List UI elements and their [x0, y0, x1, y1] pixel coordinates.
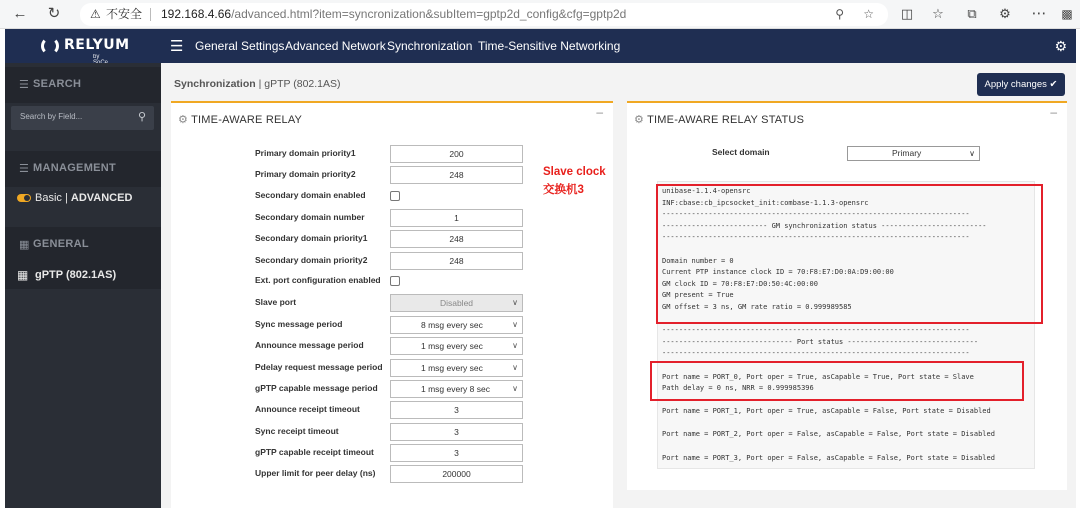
field-label: Sync message period: [255, 318, 343, 329]
nav-synchronization[interactable]: Synchronization: [387, 39, 473, 53]
gear-icon: ⚙: [178, 114, 189, 126]
field-label: Slave port: [255, 297, 297, 308]
logo-ring-icon: [41, 37, 59, 55]
console-line: Port name = PORT_0, Port oper = True, asCapable = True, Port state = Slave: [662, 372, 974, 381]
field-select[interactable]: [390, 380, 523, 398]
sidebar-general-header: [5, 227, 161, 263]
mode-toggle[interactable]: [5, 191, 161, 213]
highlight-box-port0: [650, 361, 1024, 401]
chevron-down-icon: ∨: [512, 362, 518, 372]
console-line: Port name = PORT_3, Port oper = False, asCapable = False, Port state = Disabled: [662, 453, 995, 462]
zoom-icon[interactable]: ⚲: [835, 7, 844, 21]
console-line: Current PTP instance clock ID = 70:F8:E7:D0:0A:D9:00:00: [662, 268, 894, 277]
field-input[interactable]: 200: [390, 145, 523, 163]
form-row: [171, 444, 611, 465]
field-checkbox[interactable]: [390, 191, 400, 201]
form-row: [171, 337, 611, 358]
apply-changes-button[interactable]: [977, 73, 1065, 96]
form-row: [171, 401, 611, 422]
url-text: [161, 3, 626, 26]
mode-basic-label[interactable]: Basic: [35, 192, 62, 204]
field-label: gPTP capable message period: [255, 382, 378, 393]
chevron-down-icon: ∨: [512, 341, 518, 351]
url-host: 192.168.4.66: [161, 7, 232, 21]
logo-subtext: by: [93, 54, 100, 60]
console-line: [662, 418, 1034, 430]
sidebar-item-gptp[interactable]: [5, 263, 161, 289]
grid-icon: ▦: [19, 239, 30, 251]
favorite-star-icon[interactable]: ☆: [863, 7, 874, 21]
search-input[interactable]: [11, 106, 154, 130]
form-row: [171, 209, 611, 230]
field-select[interactable]: [390, 316, 523, 334]
chevron-down-icon: ∨: [969, 149, 975, 158]
field-input[interactable]: 248: [390, 252, 523, 270]
chevron-down-icon: ∨: [512, 319, 518, 329]
console-line: Path delay = 0 ns, NRR = 0.999985396: [662, 384, 814, 393]
field-select-value: 8 msg every sec: [421, 319, 483, 330]
console-line: GM present = True: [662, 291, 734, 300]
field-select[interactable]: [390, 337, 523, 355]
check-circle-icon: ✔: [1049, 79, 1058, 90]
mode-advanced-label[interactable]: ADVANCED: [70, 192, 133, 204]
field-label: Announce receipt timeout: [255, 404, 360, 415]
hamburger-menu-icon[interactable]: ☰: [170, 38, 184, 55]
console-line: unibase-1.1.4-opensrc: [662, 187, 751, 195]
console-line: GM offset = 3 ns, GM rate ratio = 0.999989585: [662, 302, 852, 311]
field-input[interactable]: 3: [390, 444, 523, 462]
nav-advanced-network[interactable]: Advanced Network: [285, 39, 386, 53]
minimize-icon[interactable]: –: [1050, 105, 1057, 119]
sidebar-search-header: [5, 67, 161, 103]
breadcrumb: [174, 78, 341, 90]
field-label: Primary domain priority2: [255, 169, 356, 180]
logo-text: RELYUM: [64, 37, 130, 53]
field-checkbox[interactable]: [390, 276, 400, 286]
collections-icon[interactable]: ⧉: [967, 6, 977, 21]
console-line: ------------------------- GM synchronization status -------------------------: [662, 221, 987, 230]
nav-general-settings[interactable]: General Settings: [195, 39, 285, 53]
management-title: MANAGEMENT: [33, 162, 117, 174]
field-input[interactable]: 3: [390, 423, 523, 441]
back-arrow-icon[interactable]: ←: [12, 5, 28, 22]
console-line: -------------------------------------------------------------------------: [662, 349, 970, 358]
chevron-down-icon: ∨: [512, 298, 518, 308]
favorites-list-icon[interactable]: ☆: [932, 6, 944, 21]
reload-icon[interactable]: ↻: [47, 5, 61, 22]
panel-title: [634, 113, 804, 126]
field-label: Secondary domain priority1: [255, 233, 368, 244]
split-screen-icon[interactable]: ◫: [900, 6, 914, 21]
field-select[interactable]: [390, 359, 523, 377]
field-label: Secondary domain number: [255, 212, 365, 223]
relay-title-text: TIME-AWARE RELAY: [191, 114, 303, 126]
field-input[interactable]: 1: [390, 209, 523, 227]
console-line: [662, 441, 1034, 453]
field-input[interactable]: 3: [390, 401, 523, 419]
field-select-value: Disabled: [439, 298, 474, 309]
console-line: -------------------------------------------------------------------------: [662, 210, 970, 219]
warning-triangle-icon: ⚠: [90, 7, 101, 21]
field-label: Secondary domain enabled: [255, 189, 366, 200]
form-row: [171, 316, 611, 337]
field-input[interactable]: 200000: [390, 465, 523, 483]
app-topbar: [5, 29, 1076, 63]
field-select-value: 1 msg every 8 sec: [421, 383, 490, 394]
field-label: Ext. port configuration enabled: [255, 275, 381, 286]
search-title: SEARCH: [33, 78, 82, 90]
breadcrumb-page: gPTP (802.1AS): [264, 78, 341, 90]
gear-icon: ⚙: [634, 114, 645, 126]
insecure-label: 不安全: [106, 7, 143, 21]
breadcrumb-section[interactable]: Synchronization: [174, 78, 256, 90]
form-row: [171, 230, 611, 251]
url-path: /advanced.html?item=syncronization&subItem=gptp2d_config&cfg=gptp2d: [231, 7, 627, 21]
form-row: [171, 273, 611, 294]
general-title: GENERAL: [33, 238, 89, 250]
panel-title: [178, 113, 302, 126]
field-label: Sync receipt timeout: [255, 425, 339, 436]
form-row: [171, 465, 611, 486]
annotation-text: [543, 163, 606, 199]
annotation-line1: Slave clock: [543, 166, 606, 178]
search-placeholder: Search by Field...: [20, 112, 83, 121]
form-row: [171, 294, 611, 315]
field-select-value: 1 msg every sec: [421, 341, 483, 352]
field-label: Secondary domain priority2: [255, 254, 368, 265]
console-line: Domain number = 0: [662, 256, 734, 265]
form-row: [171, 380, 611, 401]
field-input[interactable]: 248: [390, 230, 523, 248]
toggle-switch-icon[interactable]: [17, 194, 31, 202]
settings-gear-icon[interactable]: ⚙: [1054, 38, 1067, 54]
console-line: -------------------------------------------------------------------------: [662, 233, 970, 242]
sidebar-item-label: gPTP (802.1AS): [35, 269, 117, 281]
console-line: INF:cbase:cb_ipcsocket_init:combase-1.1.3-opensrc: [662, 198, 869, 207]
select-domain-label: Select domain: [712, 147, 770, 157]
annotation-line2: 交换机3: [543, 184, 584, 196]
sliders-icon: ☰: [19, 79, 30, 91]
sidebar-management-header: [5, 151, 161, 187]
select-domain-dropdown[interactable]: [847, 146, 980, 161]
field-label: gPTP capable receipt timeout: [255, 446, 374, 457]
console-line: GM clock ID = 70:F8:E7:D0:50:4C:00:00: [662, 279, 818, 288]
address-divider: [150, 8, 151, 21]
form-row: [171, 252, 611, 273]
extension-icon[interactable]: ⚙: [999, 6, 1011, 21]
search-icon[interactable]: ⚲: [137, 111, 146, 123]
console-line: ------------------------------- Port status -------------------------------: [662, 337, 979, 346]
field-select: [390, 294, 523, 312]
form-row: [171, 423, 611, 444]
form-row: [171, 359, 611, 380]
field-select-value: 1 msg every sec: [421, 362, 483, 373]
select-domain-value: Primary: [892, 148, 922, 158]
status-title-text: TIME-AWARE RELAY STATUS: [647, 114, 805, 126]
field-label: Upper limit for peer delay (ns): [255, 468, 376, 479]
sidebar-toggle-icon[interactable]: ▩: [1061, 7, 1073, 21]
browser-toolbar: [0, 0, 1080, 29]
sliders-icon: ☰: [19, 163, 30, 175]
field-input[interactable]: 248: [390, 166, 523, 184]
console-line: -------------------------------------------------------------------------: [662, 326, 970, 335]
field-label: Announce message period: [255, 340, 364, 351]
field-label: Pdelay request message period: [255, 361, 383, 372]
minimize-icon[interactable]: –: [596, 105, 603, 119]
breadcrumb-separator: |: [255, 78, 265, 90]
console-line: Port name = PORT_1, Port oper = True, asCapable = False, Port state = Disabled: [662, 407, 991, 416]
highlight-box-gm-status: [656, 184, 1043, 324]
address-bar[interactable]: [80, 3, 888, 26]
grid-icon: ▦: [17, 268, 29, 282]
chevron-down-icon: ∨: [512, 383, 518, 393]
console-line: Port name = PORT_2, Port oper = False, asCapable = False, Port state = Disabled: [662, 430, 995, 439]
nav-time-sensitive-networking[interactable]: Time-Sensitive Networking: [478, 39, 621, 53]
more-menu-icon[interactable]: ⋯: [1031, 5, 1047, 22]
field-label: Primary domain priority1: [255, 148, 356, 158]
mode-separator: |: [61, 192, 71, 204]
sidebar: [5, 63, 161, 508]
apply-label: Apply changes: [984, 79, 1047, 90]
